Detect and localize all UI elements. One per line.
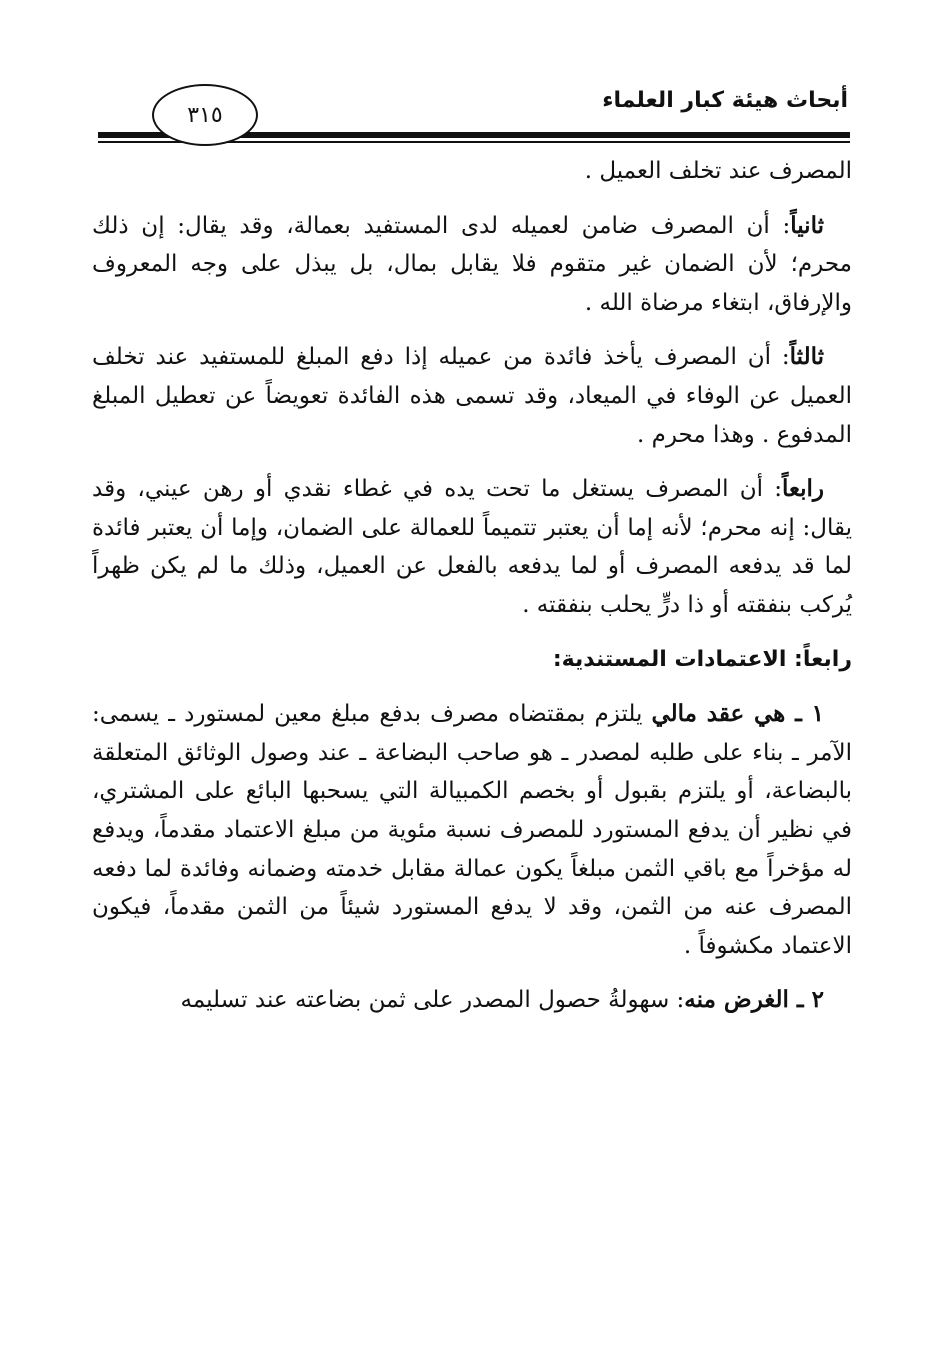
paragraph-item-2 bbox=[92, 981, 852, 1020]
paragraph-label: ثالثاً bbox=[789, 343, 824, 371]
paragraph-text: المصرف عند تخلف العميل . bbox=[584, 158, 852, 184]
page-number: ٣١٥ bbox=[187, 102, 223, 128]
paragraph-text: يلتزم بمقتضاه مصرف بدفع مبلغ معين لمستورد ـ يسمى: الآمر ـ بناء على طلبه لمصدر ـ هو صاحب البضاعة ـ عند وصول الوثائق المتعلقة بالبضاعة، أو يلتزم بقبول أو بخصم الكمبيالة التي يسحبها البائع على المشتري، في نظير أن يدفع المستورد للمصرف نسبة مئوية من مبلغ الاعتماد مقدماً، ويدفع له مؤخراً مع باقي الثمن مبلغاً يكون عمالة مقابل خدمته وضمانه وفائدة لما دفعه المصرف عنه من الثمن، وقد لا يدفع المستورد شيئاً من الثمن مقدماً، فيكون الاعتماد مكشوفاً . bbox=[92, 701, 852, 959]
paragraph-label: رابعاً bbox=[781, 475, 824, 503]
running-header-title: أبحاث هيئة كبار العلماء bbox=[602, 88, 848, 113]
paragraph-label: ٢ ـ الغرض منه bbox=[684, 986, 824, 1014]
paragraph-thirdly bbox=[92, 338, 852, 454]
paragraph-secondly bbox=[92, 207, 852, 323]
paragraph-text: : أن المصرف ضامن لعميله لدى المستفيد بعمالة، وقد يقال: إن ذلك محرم؛ لأن الضمان غير متقوم فلا يقابل بمال، بل يبذل على وجه المعروف والإرفاق، ابتغاء مرضاة الله . bbox=[92, 212, 852, 316]
paragraph-text: : أن المصرف يستغل ما تحت يده في غطاء نقدي أو رهن عيني، وقد يقال: إنه محرم؛ لأنه إما أن يعتبر تتميماً للعمالة على الضمان، وإما أن يعتبر فائدة لما قد يدفعه المصرف أو لما يدفعه بالفعل عن العميل، وذلك ما لم يكن ظهراً يُركب بنفقته أو ذا درٍّ يحلب بنفقته . bbox=[92, 476, 852, 618]
paragraph-text: : سهولةُ حصول المصدر على ثمن بضاعته عند تسليمه bbox=[180, 987, 685, 1014]
paragraph-text: : أن المصرف يأخذ فائدة من عميله إذا دفع المبلغ للمستفيد عند تخلف العميل عن الوفاء في الميعاد، وقد تسمى هذه الفائدة تعويضاً عن تعطيل المبلغ المدفوع . وهذا محرم . bbox=[92, 344, 852, 448]
paragraph-label: ١ ـ هي عقد مالي bbox=[651, 700, 824, 728]
paragraph-item-1 bbox=[92, 695, 852, 965]
paragraph-fourthly bbox=[92, 470, 852, 624]
paragraph-continuation bbox=[92, 152, 852, 191]
paragraph-label: ثانياً bbox=[790, 211, 824, 239]
section-heading: رابعاً: الاعتمادات المستندية: bbox=[552, 646, 852, 672]
page-number-oval bbox=[152, 84, 258, 146]
body-text bbox=[92, 152, 852, 1036]
